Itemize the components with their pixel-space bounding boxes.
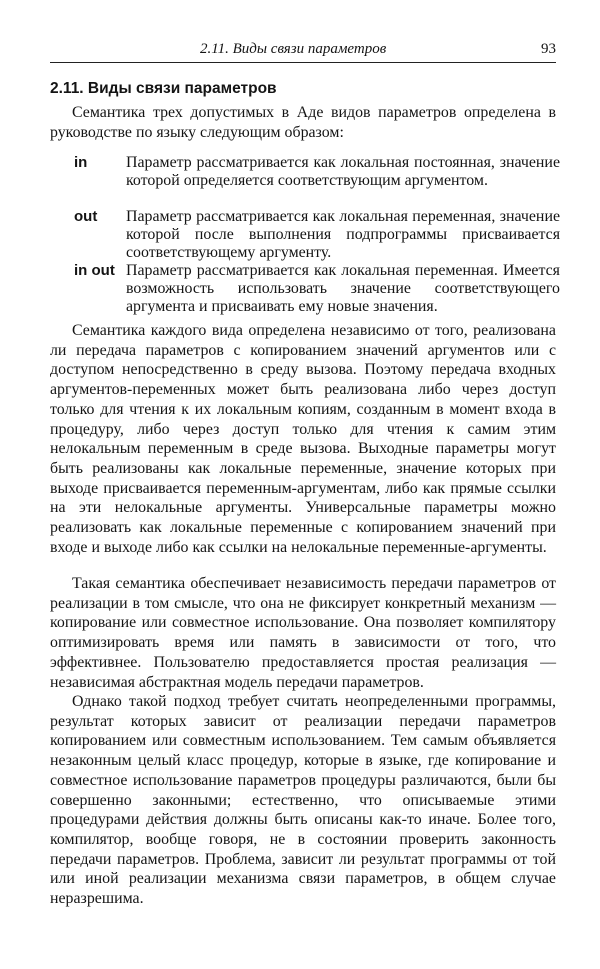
running-title: 2.11. Виды связи параметров [200,41,387,57]
mode-description: Параметр рассматривается как локальная переменная, значение которой после выполнения подпрограммы присваивается соответствующему аргументу. [126,208,560,261]
mode-description: Параметр рассматривается как локальная постоянная, значение которой определяется соответствующим аргументом. [126,154,560,189]
page-number: 93 [541,41,556,57]
mode-definition-out [74,208,560,262]
intro-paragraph: Семантика трех допустимых в Аде видов параметров определена в руководстве по языку следующим образом: [50,104,556,141]
mode-keyword: in out [74,262,115,279]
mode-definition-in-out [74,262,560,316]
section-heading: 2.11. Виды связи параметров [50,80,277,97]
body-paragraph: Такая семантика обеспечивает независимость передачи параметров от реализации в том смысле, что она не фиксирует конкретный механизм — копирование или совместное использование. Она позволяет компилятору оптимизировать время или память в зависимости от того, что эффективнее. Пользователю предоставляется простая реализация — независимая абстрактная модель передачи параметров. [50,575,556,691]
mode-definition-in [74,154,560,190]
running-header [50,40,556,63]
body-paragraph: Однако такой подход требует считать неопределенными программы, результат которых зависит от реализации передачи параметров копированием или совместным использованием. Тем самым объявляется незаконным целый класс процедур, которые в языке, где копирование и совместное использование параметров процедуры различаются, были бы совершенно законными; естественно, что описываемые этими процедурами действия должны быть описаны как-то иначе. Более того, компилятор, вообще говоря, не в состоянии проверить законность передачи параметров. Проблема, зависит ли результат программы от той или иной реализации механизма связи параметров, в общем случае неразрешима. [50,693,556,908]
body-paragraph: Семантика каждого вида определена независимо от того, реализована ли передача параметров с копированием значений аргументов или с доступом непосредственно в среду вызова. Поэтому передача входных аргументов-переменных может быть реализована либо через доступ только для чтения к их локальным копиям, созданным в момент входа в процедуру, либо через доступ только для чтения к самим этим нелокальным переменным в среде вызова. Выходные параметры могут быть реализованы как локальные переменные, значение которых при выходе присваивается переменным-аргументам, либо как прямые ссылки на эти нелокальные аргументы. Универсальные параметры можно реализовать как локальные переменные с копированием значений при входе и выходе либо как ссылки на нелокальные переменные-аргументы. [50,322,556,556]
mode-description: Параметр рассматривается как локальная переменная. Имеется возможность использовать значение соответствующего аргумента и присваивать ему новые значения. [126,262,560,315]
mode-keyword: in [74,154,88,171]
mode-keyword: out [74,208,98,225]
